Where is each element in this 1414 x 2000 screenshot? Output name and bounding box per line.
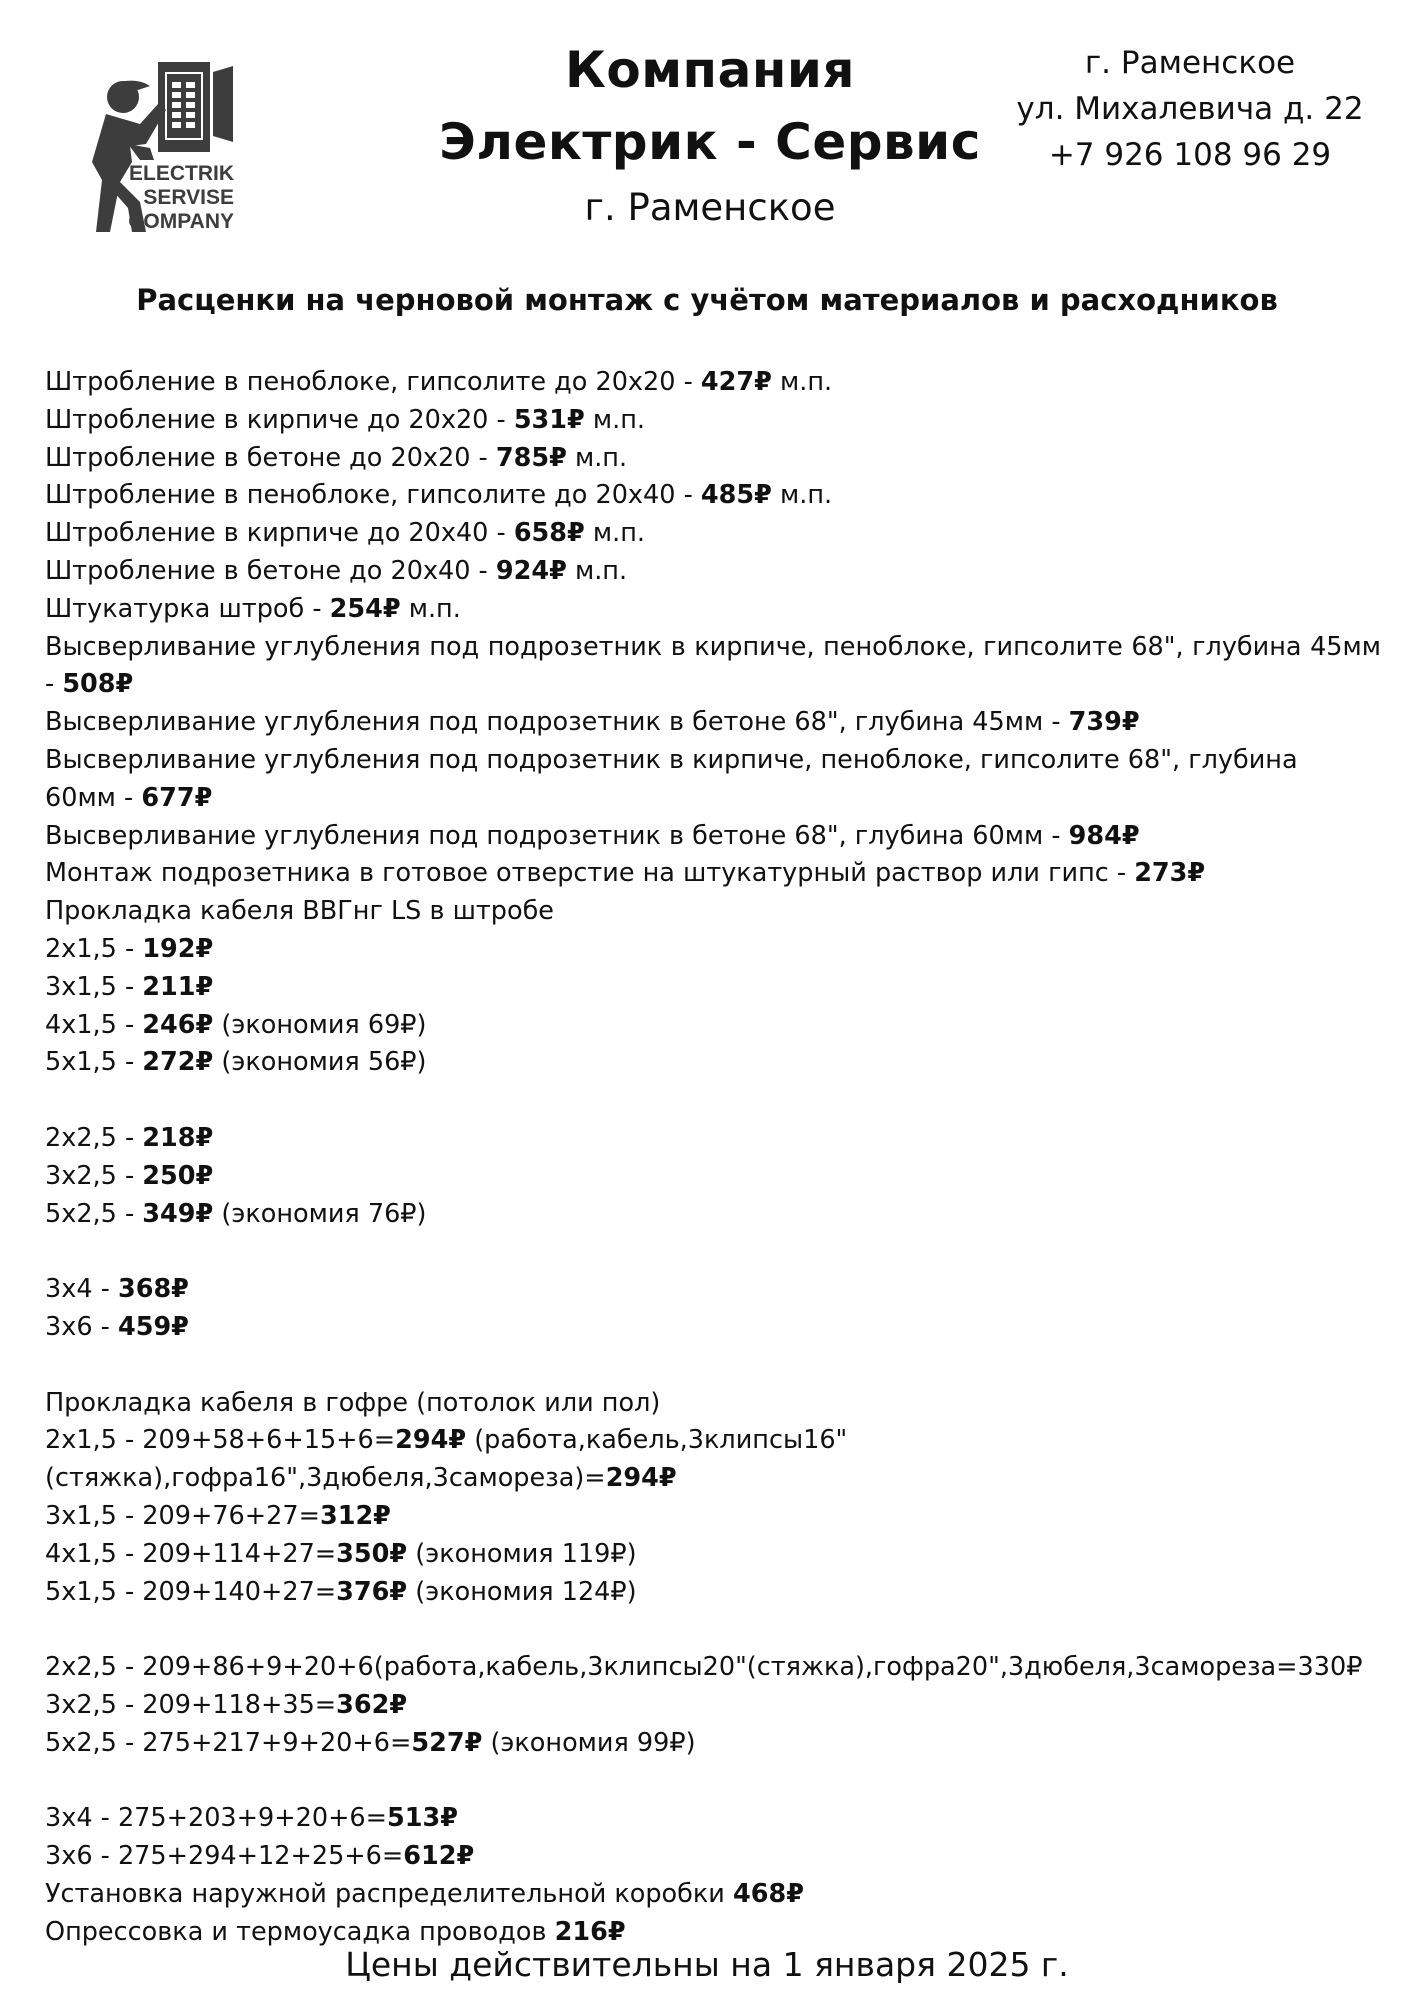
price-value: 254₽ [329, 593, 401, 624]
price-value: 459₽ [117, 1311, 189, 1342]
price-item: Высверливание углубления под подрозетник в бетоне 68", глубина 60мм - 984₽ [45, 820, 1140, 851]
price-value: 246₽ [142, 1009, 214, 1040]
price-item: 2х1,5 - 192₽ [45, 933, 214, 964]
price-value: 216₽ [554, 1916, 626, 1947]
price-item: 3х4 - 368₽ [45, 1274, 189, 1305]
document-title: Расценки на черновой монтаж с учётом материалов и расходников [136, 283, 1278, 317]
price-item: 5х1,5 - 209+140+27=376₽ (экономия 124₽) [45, 1576, 637, 1607]
price-value: 677₽ [141, 782, 213, 813]
company-logo [58, 52, 270, 242]
contact-block [990, 40, 1390, 178]
price-value: 513₽ [387, 1803, 459, 1834]
price-item: 3х1,5 - 209+76+27=312₽ [45, 1500, 391, 1531]
price-value: 485₽ [700, 480, 772, 511]
price-item: 5х2,5 - 275+217+9+20+6=527₽ (экономия 99₽) [45, 1727, 696, 1758]
price-item: 5х2,5 - 349₽ (экономия 76₽) [45, 1198, 427, 1229]
price-value: 785₽ [495, 442, 567, 473]
price-value: 368₽ [117, 1274, 189, 1305]
price-item: Опрессовка и термоусадка проводов 216₽ [45, 1916, 626, 1947]
price-value: 376₽ [336, 1576, 408, 1607]
price-item: Штробление в кирпиче до 20х20 - 531₽ м.п. [45, 404, 646, 435]
validity-note: Цены действительны на 1 января 2025 г. [345, 1945, 1069, 1984]
logo-text-line-2: SERVISE [143, 186, 234, 209]
price-item: 5х1,5 - 272₽ (экономия 56₽) [45, 1047, 427, 1078]
spacer [45, 1347, 1381, 1385]
price-item: Штукатурка штроб - 254₽ м.п. [45, 593, 461, 624]
spacer [45, 1233, 1381, 1271]
price-value: 312₽ [319, 1500, 391, 1531]
spacer [45, 1611, 1381, 1649]
price-value: 273₽ [1134, 858, 1206, 889]
price-item: Высверливание углубления под подрозетник в кирпиче, пеноблоке, гипсолите 68", глубина 45мм - 508₽ [45, 631, 1381, 700]
logo-text-line-3: COMPANY [128, 210, 234, 233]
electrician-logo-icon [58, 52, 270, 242]
price-value: 984₽ [1068, 820, 1140, 851]
price-item: 3х2,5 - 209+118+35=362₽ [45, 1689, 408, 1720]
price-value: 468₽ [732, 1878, 804, 1909]
price-item: Монтаж подрозетника в готовое отверстие на штукатурный раствор или гипс - 273₽ [45, 858, 1206, 889]
contact-address: ул. Михалевича д. 22 [1016, 91, 1364, 127]
price-item: 3х4 - 275+203+9+20+6=513₽ [45, 1803, 459, 1834]
price-item: 2х1,5 - 209+58+6+15+6=294₽ (работа,кабель,3клипсы16" [45, 1425, 848, 1456]
price-item: 2х2,5 - 218₽ [45, 1122, 214, 1153]
price-value: 192₽ [142, 933, 214, 964]
price-value: 294₽ [605, 1463, 677, 1494]
price-value: 294₽ [395, 1425, 467, 1456]
price-item: 4х1,5 - 209+114+27=350₽ (экономия 119₽) [45, 1538, 637, 1569]
price-list [45, 364, 1381, 1951]
price-item: 3х1,5 - 211₽ [45, 971, 214, 1002]
price-value: 924₽ [495, 555, 567, 586]
section-heading-shtroba-cable: Прокладка кабеля ВВГнг LS в штробе [45, 896, 554, 927]
price-item: 2х2,5 - 209+86+9+20+6(работа,кабель,3клипсы20"(стяжка),гофра20",3дюбеля,3самореза=330₽ [45, 1652, 1363, 1683]
price-value: 250₽ [142, 1160, 214, 1191]
price-item: Штробление в кирпиче до 20х40 - 658₽ м.п. [45, 518, 646, 549]
price-value: 427₽ [700, 367, 772, 397]
price-value: 658₽ [513, 518, 585, 549]
price-item: Установка наружной распределительной коробки 468₽ [45, 1878, 804, 1909]
price-item: 3х6 - 275+294+12+25+6=612₽ [45, 1841, 475, 1872]
price-value: 349₽ [142, 1198, 214, 1229]
price-value: 362₽ [336, 1689, 408, 1720]
price-value: 350₽ [336, 1538, 408, 1569]
spacer [45, 1082, 1381, 1120]
company-city: г. Раменское [584, 186, 836, 229]
price-value: 508₽ [62, 669, 134, 700]
price-item: 3х6 - 459₽ [45, 1311, 189, 1342]
price-value: 527₽ [411, 1727, 483, 1758]
price-item: Штробление в бетоне до 20х40 - 924₽ м.п. [45, 555, 628, 586]
company-word: Компания [564, 41, 856, 99]
price-item-continuation: (стяжка),гофра16",3дюбеля,3самореза)=294₽ [45, 1463, 677, 1494]
price-item: 3х2,5 - 250₽ [45, 1160, 214, 1191]
price-item: Штробление в бетоне до 20х20 - 785₽ м.п. [45, 442, 628, 473]
price-value: 211₽ [142, 971, 214, 1002]
price-value: 612₽ [403, 1841, 475, 1872]
price-item: 4х1,5 - 246₽ (экономия 69₽) [45, 1009, 427, 1040]
price-value: 739₽ [1068, 707, 1140, 738]
contact-city: г. Раменское [1084, 45, 1296, 81]
contact-phone: +7 926 108 96 29 [1048, 137, 1332, 173]
price-item: Штробление в пеноблоке, гипсолите до 20х20 - 427₽ м.п. [45, 367, 833, 397]
price-item: Высверливание углубления под подрозетник в бетоне 68", глубина 45мм - 739₽ [45, 707, 1140, 738]
spacer [45, 1762, 1381, 1800]
price-item: Штробление в пеноблоке, гипсолите до 20х40 - 485₽ м.п. [45, 480, 833, 511]
logo-text-line-1: ELECTRIK [129, 162, 234, 185]
price-item: Высверливание углубления под подрозетник в кирпиче, пеноблоке, гипсолите 68", глубина 60мм - 677₽ [45, 744, 1298, 813]
price-value: 218₽ [142, 1122, 214, 1153]
price-value: 272₽ [142, 1047, 214, 1078]
section-heading-corrugated-cable: Прокладка кабеля в гофре (потолок или пол) [45, 1387, 661, 1418]
company-header [420, 34, 1000, 236]
price-value: 531₽ [513, 404, 585, 435]
company-name: Электрик - Сервис [439, 113, 981, 171]
